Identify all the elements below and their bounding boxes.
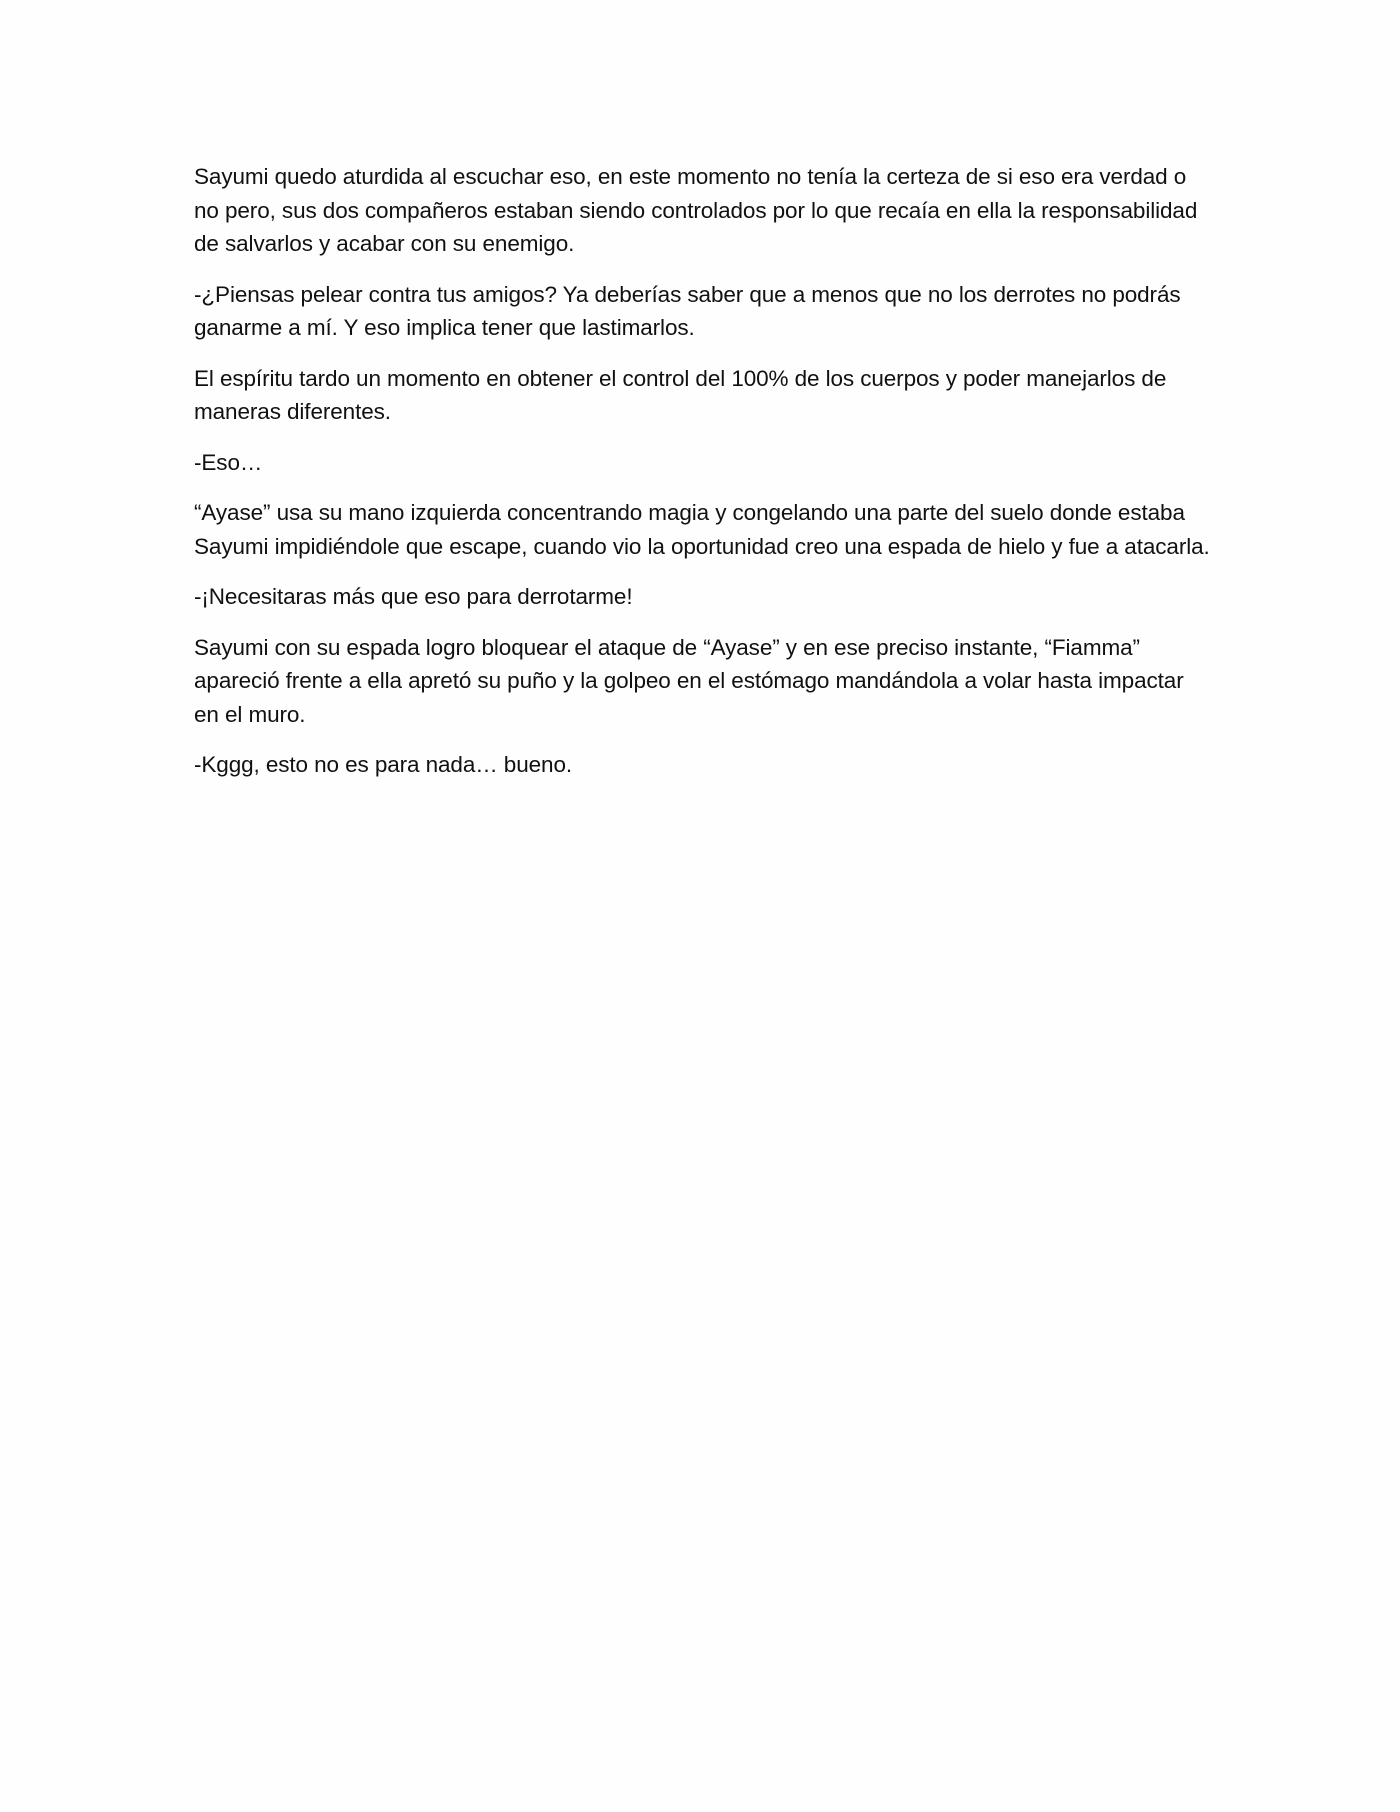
paragraph: -Kggg, esto no es para nada… bueno. [194, 752, 573, 777]
paragraph: -¿Piensas pelear contra tus amigos? Ya deberías saber que a menos que no los derrotes no podrás ganarme a mí. Y eso implica tener que lastimarlos. [194, 281, 1181, 340]
paragraph: El espíritu tardo un momento en obtener el control del 100% de los cuerpos y poder manejarlos de maneras diferentes. [194, 365, 1167, 424]
paragraph: Sayumi quedo aturdida al escuchar eso, en este momento no tenía la certeza de si eso era verdad o no pero, sus dos compañeros estaban siendo controlados por lo que recaía en ella la responsabilidad de salvarlos y acabar con su enemigo. [194, 164, 1198, 256]
paragraph: -¡Necesitaras más que eso para derrotarme! [194, 584, 633, 609]
paragraph: -Eso… [194, 449, 263, 475]
document-body [194, 160, 1214, 799]
paragraph: Sayumi con su espada logro bloquear el ataque de “Ayase” y en ese preciso instante, “Fiamma” apareció frente a ella apretó su puño y la golpeo en el estómago mandándola a volar hasta impactar en el muro. [194, 634, 1184, 727]
paragraph: “Ayase” usa su mano izquierda concentrando magia y congelando una parte del suelo donde estaba Sayumi impidiéndole que escape, cuando vio la oportunidad creo una espada de hielo y fue a atacarla. [194, 500, 1210, 559]
